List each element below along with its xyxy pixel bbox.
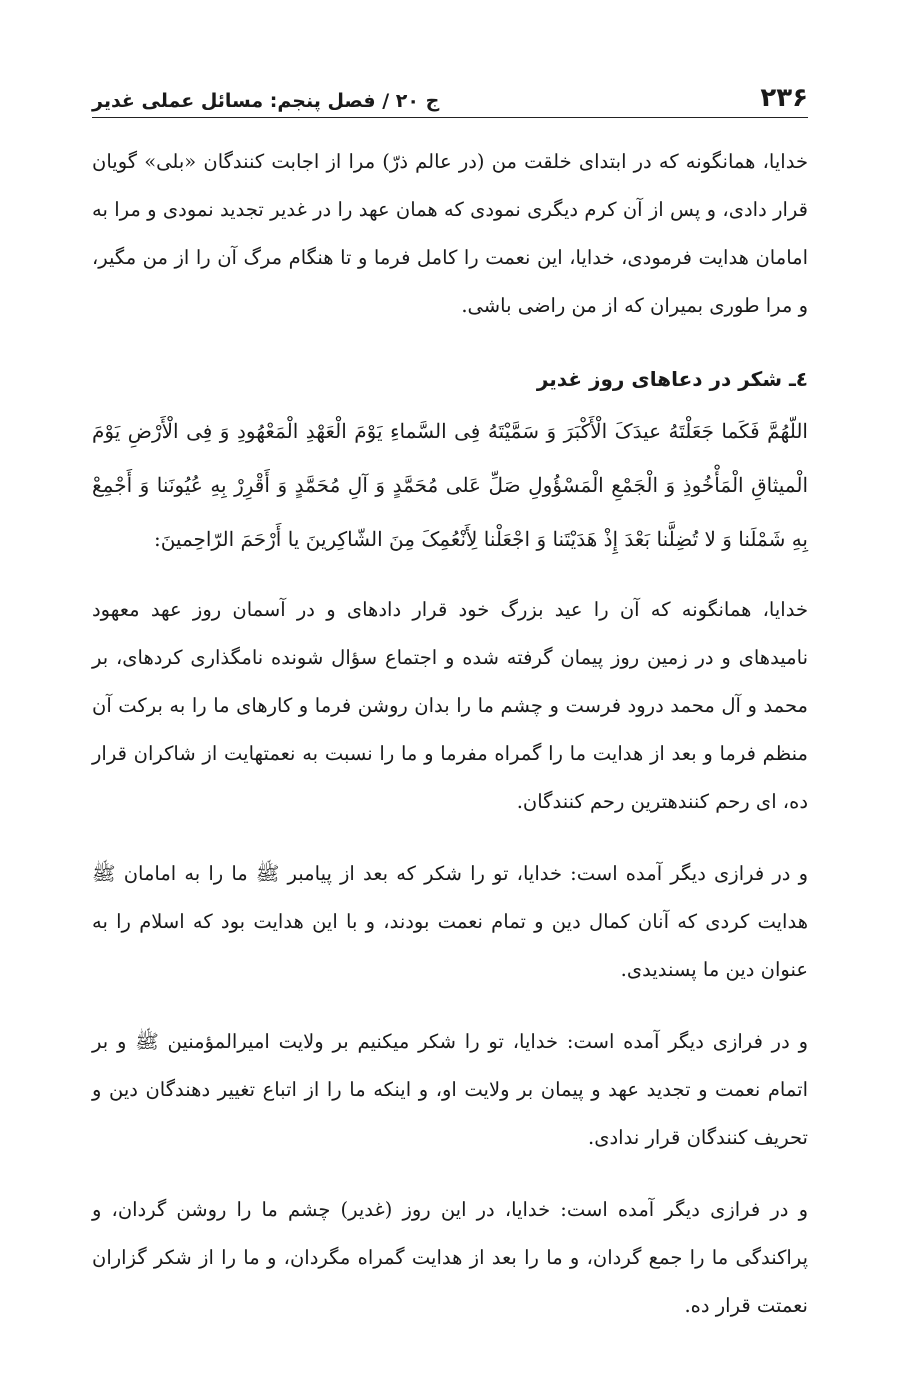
page-body	[92, 138, 808, 1330]
paragraph-ghadir: و در فرازی دیگر آمده است: خدایا، در این روز (غدیر) چشم ما را روشن گردان، و پراکندگی ما را جمع گردان، و ما را بعد از هدایت گمراه مگردان، و ما را از شکر گزاران نعمتت قرار ده.	[92, 1198, 808, 1317]
book-page	[92, 0, 808, 1390]
running-title: ج ۲۰ / فصل پنجم: مسائل عملی غدیر	[92, 90, 440, 112]
paragraph-intro: خدایا، همانگونه که در ابتدای خلقت من (در عالم ذرّ) مرا از اجابت کنندگان «بلی» گویان قرار دادی، و پس از آن کرم دیگری نمودی که همان عهد را در غدیر تجدید نمودی و مرا به امامان هدایت فرمودی، خدایا، این نعمت را کامل فرما و تا هنگام مرگ آن را از من مگیر، و مرا طوری بمیران که از من راضی باشی.	[92, 150, 808, 317]
page-number: ۲۳۶	[760, 83, 808, 113]
paragraph-prophet: و در فرازی دیگر آمده است: خدایا، تو را شکر که بعد از پیامبر ﷺ ما را به امامان ﷺ هدایت کردی که آنان کمال دین و تمام نعمت بودند، و با این هدایت بود که اسلام را به عنوان دین ما پسندیدی.	[92, 862, 808, 981]
paragraph-translation: خدایا، همانگونه که آن را عید بزرگ خود قرار دادهای و در آسمان روز عهد معهود نامیدهای و در زمین روز پیمان گرفته شده و اجتماع سؤال شونده نامگذاری کردهای، بر محمد و آل محمد درود فرست و چشم ما را بدان روشن فرما و کارهای ما را به برکت آن منظم فرما و بعد از هدایت ما را گمراه مفرما و ما را نسبت به نعمتهایت از شاکران قرار ده، ای رحم کنندهترین رحم کنندگان.	[92, 598, 808, 813]
arabic-prayer: اللّهُمَّ فَکَما جَعَلْتَهُ عیدَکَ الْأَکْبَرَ وَ سَمَّیْتَهُ فِی السَّماءِ یَوْمَ الْعَهْدِ الْمَعْهُودِ وَ فِی الْأَرْضِ یَوْمَ الْمیثاقِ الْمَأْخُوذِ وَ الْجَمْعِ الْمَسْؤُولِ صَلِّ عَلی مُحَمَّدٍ وَ آلِ مُحَمَّدٍ وَ أَقْرِرْ بِهِ عُیُونَنا وَ أَجْمِعْ بِهِ شَمْلَنا وَ لا تُضِلَّنا بَعْدَ إِذْ هَدَیْتَنا وَ اجْعَلْنا لِأَنْعُمِکَ مِنَ الشّاکِرینَ یا أَرْحَمَ الرّاحِمینَ:	[92, 419, 808, 551]
section-heading: ٤ـ شکر در دعاهای روز غدیر	[536, 367, 808, 391]
paragraph-wilayah: و در فرازی دیگر آمده است: خدایا، تو را شکر میکنیم بر ولایت امیرالمؤمنین ﷺ و بر اتمام نعمت و تجدید عهد و پیمان بر ولایت او، و اینکه ما را از اتباع تغییر دهندگان دین و تحریف کنندگان قرار ندادی.	[92, 1030, 808, 1149]
page-header	[92, 68, 808, 118]
